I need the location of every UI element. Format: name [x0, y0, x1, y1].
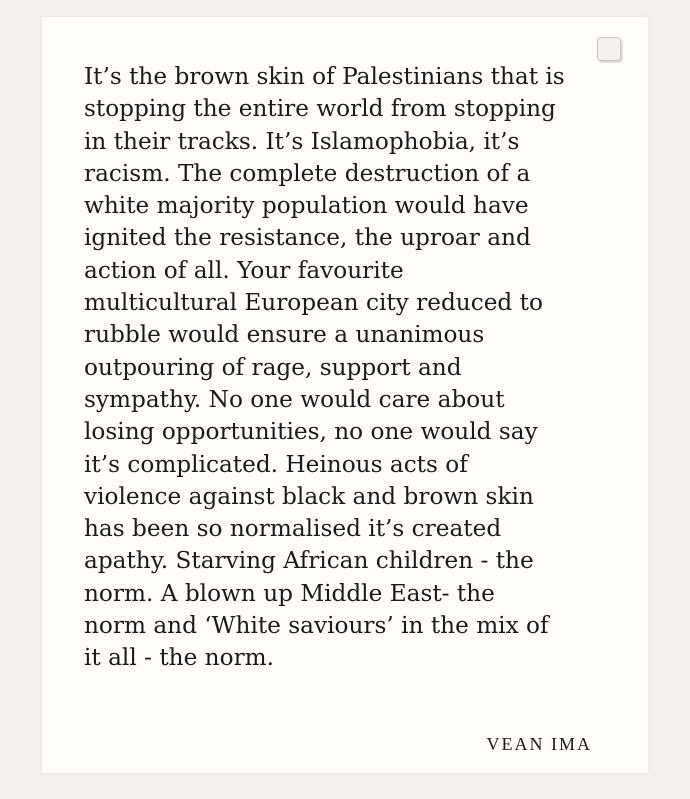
- quote-line: rubble would ensure a unanimous: [84, 321, 485, 349]
- quote-line: violence against black and brown skin: [84, 482, 534, 510]
- quote-line: apathy. Starving African children - the: [84, 547, 534, 575]
- quote-text: [84, 61, 614, 675]
- square-outline-icon: [597, 37, 621, 61]
- quote-line: in their tracks. It’s Islamophobia, it’s: [84, 127, 520, 155]
- quote-line: racism. The complete destruction of a: [84, 159, 531, 187]
- quote-line: action of all. Your favourite: [84, 256, 404, 284]
- quote-line: it all - the norm.: [84, 644, 275, 672]
- author-name: VEAN IMA: [486, 734, 592, 754]
- quote-line: white majority population would have: [84, 192, 529, 220]
- quote-line: it’s complicated. Heinous acts of: [84, 450, 468, 478]
- quote-line: norm and ‘White saviours’ in the mix of: [84, 612, 549, 640]
- quote-line: It’s the brown skin of Palestinians that is: [84, 63, 565, 90]
- quote-line: has been so normalised it’s created: [84, 515, 502, 543]
- quote-line: sympathy. No one would care about: [84, 385, 505, 413]
- quote-line: multicultural European city reduced to: [84, 289, 543, 317]
- quote-line: losing opportunities, no one would say: [84, 418, 538, 446]
- quote-line: outpouring of rage, support and: [84, 353, 462, 381]
- quote-line: norm. A blown up Middle East- the: [84, 579, 495, 607]
- quote-line: stopping the entire world from stopping: [84, 95, 556, 123]
- quote-card: [42, 17, 648, 773]
- quote-line: ignited the resistance, the uproar and: [84, 224, 531, 252]
